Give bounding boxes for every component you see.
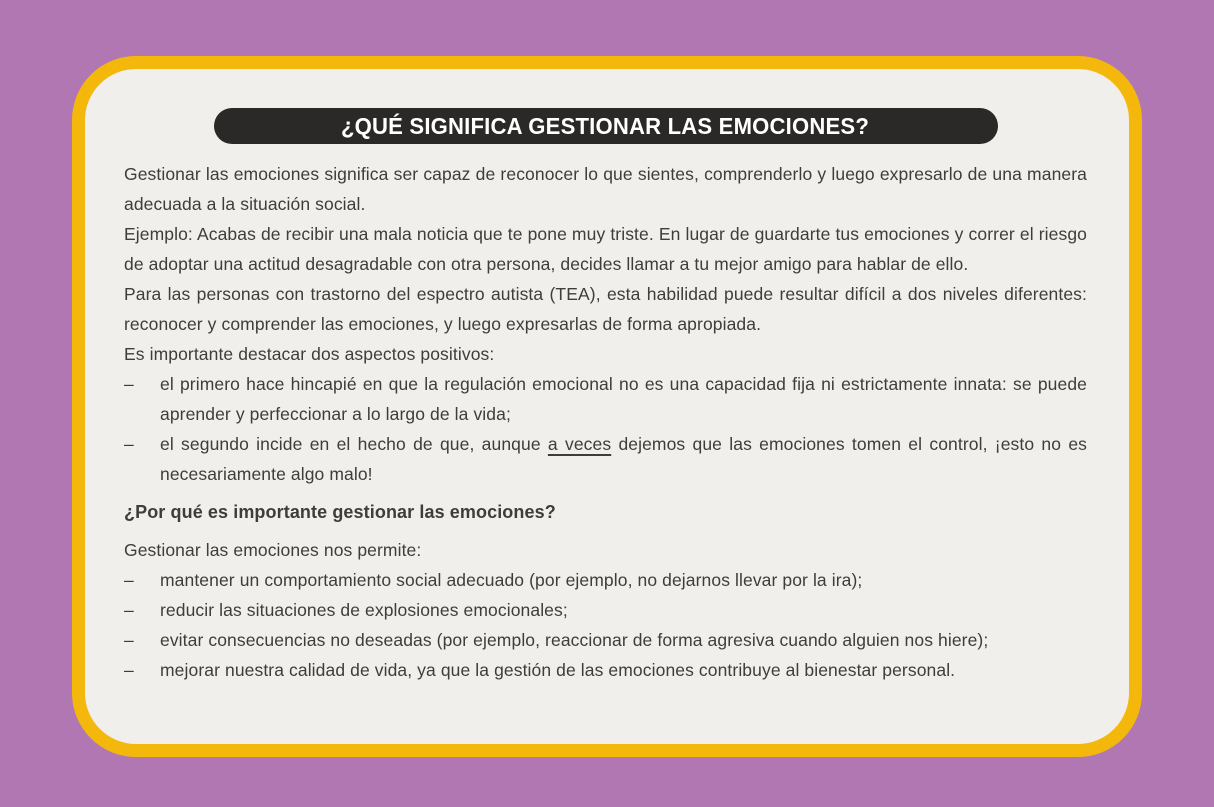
why-item-4 <box>124 655 1087 685</box>
positives-item-2-before: el segundo incide en el hecho de que, aunque <box>160 434 548 454</box>
bullet-dash: – <box>124 660 134 680</box>
why-item-1-text: mantener un comportamiento social adecuado (por ejemplo, no dejarnos llevar por la ira); <box>160 570 863 590</box>
bullet-dash: – <box>124 600 134 620</box>
why-item-3 <box>124 625 1087 655</box>
positives-item-1-text: el primero hace hincapié en que la regulación emocional no es una capacidad fija ni estrictamente innata: se puede aprender y perfeccionar a lo largo de la vida; <box>160 374 1087 424</box>
why-item-4-text: mejorar nuestra calidad de vida, ya que la gestión de las emociones contribuye al bienestar personal. <box>160 660 956 680</box>
card-body <box>124 159 1087 685</box>
positives-item-2-text <box>160 429 1087 489</box>
intro-paragraph-3: Para las personas con trastorno del espectro autista (TEA), esta habilidad puede resultar difícil a dos niveles diferentes: reconocer y comprender las emociones, y luego expresarlas de forma apropiada. <box>124 284 1087 334</box>
positives-intro: Es importante destacar dos aspectos positivos: <box>124 344 495 364</box>
intro-paragraph-1: Gestionar las emociones significa ser capaz de reconocer lo que sientes, comprenderlo y luego expresarlo de una manera adecuada a la situación social. <box>124 164 1087 214</box>
page-title: ¿QUÉ SIGNIFICA GESTIONAR LAS EMOCIONES? <box>341 112 870 139</box>
bullet-dash: – <box>124 434 134 454</box>
positives-item-2-after: dejemos que las emociones tomen el control, ¡esto no es necesariamente algo malo! <box>160 434 1088 484</box>
why-item-3-text: evitar consecuencias no deseadas (por ejemplo, reaccionar de forma agresiva cuando alguien nos hiere); <box>160 630 989 650</box>
positives-item-2 <box>124 429 1087 489</box>
title-banner <box>214 108 998 144</box>
why-intro: Gestionar las emociones nos permite: <box>124 540 422 560</box>
bullet-dash: – <box>124 630 134 650</box>
positives-item-1 <box>124 369 1087 429</box>
bullet-dash: – <box>124 374 134 394</box>
why-item-1 <box>124 565 1087 595</box>
why-item-2-text: reducir las situaciones de explosiones emocionales; <box>160 600 568 620</box>
content-card <box>72 56 1142 757</box>
positives-item-2-underlined: a veces <box>547 434 612 454</box>
why-item-2 <box>124 595 1087 625</box>
intro-paragraph-2: Ejemplo: Acabas de recibir una mala noticia que te pone muy triste. En lugar de guardarte tus emociones y correr el riesgo de adoptar una actitud desagradable con otra persona, decides llamar a tu mejor amigo para hablar de ello. <box>124 224 1087 274</box>
bullet-dash: – <box>124 570 134 590</box>
why-heading: ¿Por qué es importante gestionar las emociones? <box>124 502 556 522</box>
